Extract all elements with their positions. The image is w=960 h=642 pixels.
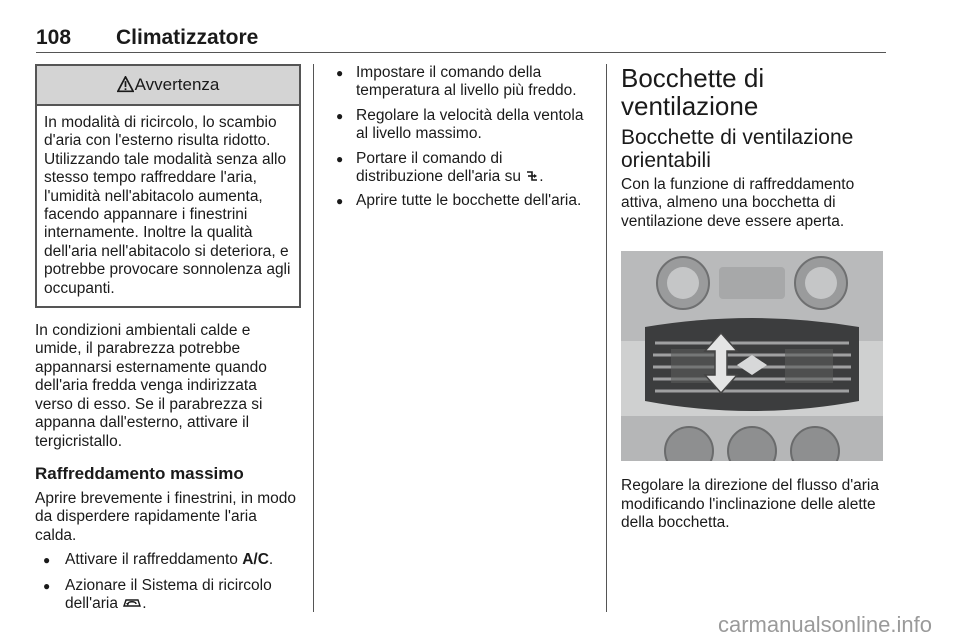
ac-label: A/C	[242, 551, 269, 569]
list-item-text: Azionare il Sistema di ricircolo dell'aria	[65, 576, 272, 612]
vents-intro: Con la funzione di raffreddamento attiva, almeno una bocchetta di ventilazione deve essere aperta.	[621, 176, 855, 230]
list-item: ● Aprire tutte le bocchette dell'aria.	[330, 192, 592, 210]
section-heading: Bocchette di ventilazione	[621, 63, 765, 121]
list-item	[35, 577, 299, 614]
cooling-steps-list	[330, 64, 592, 211]
column-middle	[330, 64, 592, 217]
list-item: ● Impostare il comando della temperatura al livello più freddo.	[330, 64, 592, 101]
list-item	[330, 150, 592, 187]
max-cooling-list	[35, 551, 299, 613]
list-item-text: Attivare il raffreddamento	[65, 551, 243, 569]
recirculation-icon	[122, 596, 142, 610]
list-item-suffix: .	[268, 551, 274, 569]
subsection-heading: Bocchette di ventilazione orientabili	[621, 126, 854, 172]
column-right	[621, 64, 887, 532]
list-item	[35, 551, 299, 569]
warning-body: In modalità di ricircolo, lo scambio d'aria con l'esterno risulta ridotto. Utilizzando tale modalità senza allo stesso tempo raffreddare l'aria, l'umidità nell'abitacolo aumenta, facendo appannare i finestrini internamente. Inoltre la qualità dell'aria nell'abitacolo si deteriora, e potrebbe provocare sonnolenza agli occupanti.	[44, 114, 291, 297]
column-left	[35, 64, 299, 620]
adjustable-vents-photo	[621, 251, 883, 461]
list-item-suffix: .	[539, 168, 544, 186]
warning-title: Avvertenza	[134, 75, 220, 94]
page-number: 108	[36, 26, 72, 49]
humidity-paragraph: In condizioni ambientali calde e umide, il parabrezza potrebbe appannarsi esternamente quando dell'aria fredda venga indirizzata verso di esso. Se il parabrezza si appanna dall'esterno, attivare il tergicristallo.	[35, 322, 267, 450]
warning-header	[37, 66, 299, 106]
list-item-text: Portare il comando di distribuzione dell'aria su	[356, 149, 526, 186]
page-header	[36, 26, 886, 53]
column-divider	[313, 64, 314, 612]
photo-caption: Regolare la direzione del flusso d'aria modificando l'inclinazione delle alette della bocchetta.	[621, 477, 879, 532]
section-title: Climatizzatore	[116, 26, 259, 49]
warning-box	[35, 64, 301, 308]
list-item: ● Regolare la velocità della ventola al livello massimo.	[330, 107, 592, 144]
list-item-suffix: .	[142, 594, 147, 612]
warning-triangle-icon	[117, 76, 134, 93]
max-cooling-heading: Raffreddamento massimo	[35, 463, 244, 483]
column-divider	[606, 64, 607, 612]
watermark: carmanualsonline.info	[717, 612, 932, 637]
max-cooling-intro: Aprire brevemente i finestrini, in modo da disperdere rapidamente l'aria calda.	[35, 489, 297, 544]
air-distribution-icon	[525, 169, 539, 183]
